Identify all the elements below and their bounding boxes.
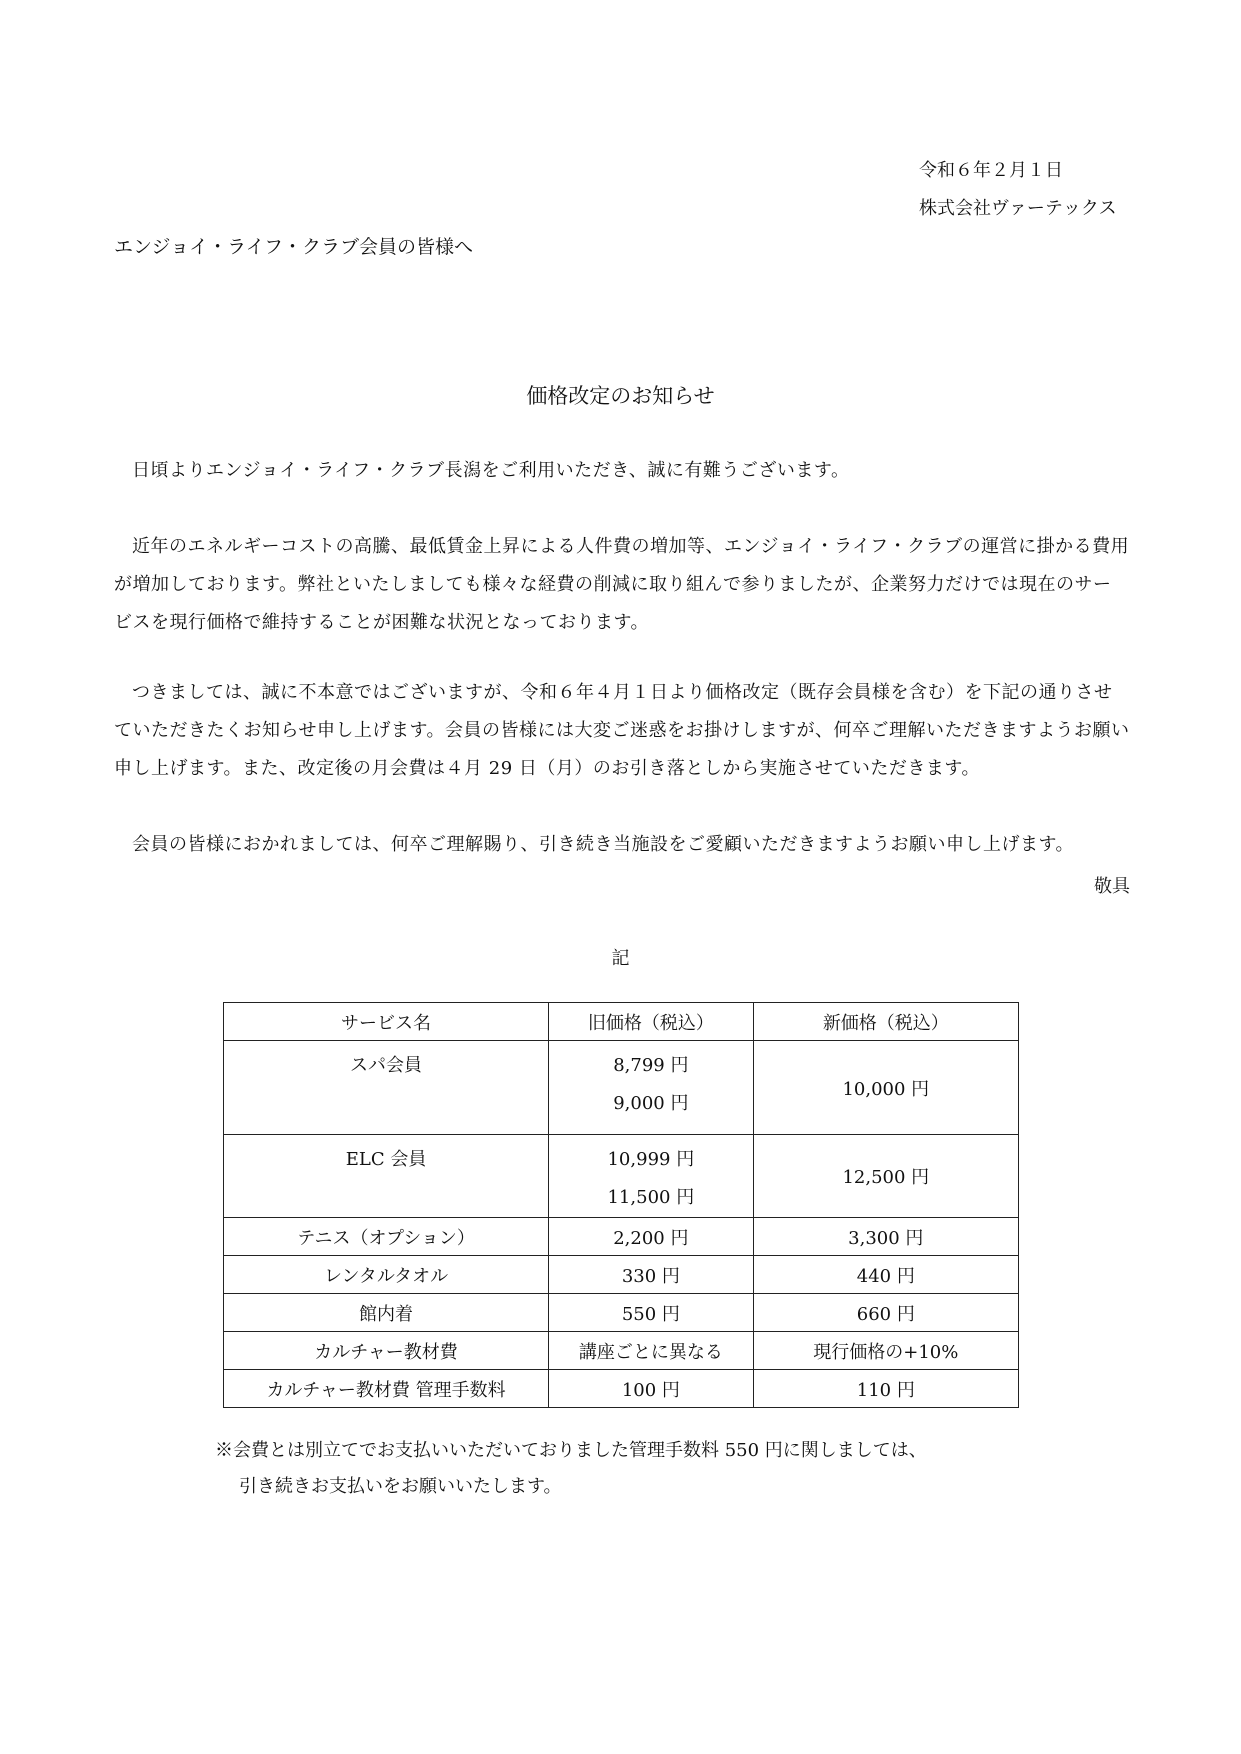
header-new-price: 新価格（税込）: [753, 1003, 1018, 1041]
old-price-line: 9,000 円: [613, 1093, 689, 1114]
new-price: 660 円: [753, 1294, 1018, 1332]
service-name: ELC 会員: [224, 1135, 549, 1218]
old-price-line: 11,500 円: [607, 1187, 695, 1208]
table-row: [224, 1332, 1019, 1370]
addressee: エンジョイ・ライフ・クラブ会員の皆様へ: [114, 236, 474, 258]
service-name: レンタルタオル: [224, 1256, 549, 1294]
new-price: 12,500 円: [753, 1135, 1018, 1218]
table-header-row: [224, 1003, 1019, 1041]
old-price: 100 円: [549, 1370, 754, 1408]
table-row: [224, 1370, 1019, 1408]
new-price: 3,300 円: [753, 1218, 1018, 1256]
table-row: [224, 1294, 1019, 1332]
new-price: 440 円: [753, 1256, 1018, 1294]
service-name: カルチャー教材費: [224, 1332, 549, 1370]
old-price: 550 円: [549, 1294, 754, 1332]
new-price: 110 円: [753, 1370, 1018, 1408]
header-service-name: サービス名: [224, 1003, 549, 1041]
new-price: 10,000 円: [753, 1041, 1018, 1135]
note-line-1: ※会費とは別立てでお支払いいただいておりました管理手数料 550 円に関しましては、: [215, 1440, 927, 1461]
note-line-2: 引き続きお支払いをお願いいたします。: [239, 1476, 562, 1497]
old-price: [549, 1041, 754, 1135]
service-name: テニス（オプション）: [224, 1218, 549, 1256]
table-row: [224, 1218, 1019, 1256]
old-price: 講座ごとに異なる: [549, 1332, 754, 1370]
table-row: [224, 1041, 1019, 1135]
paragraph-request: 会員の皆様におかれましては、何卒ご理解賜り、引き続き当施設をご愛顧いただきますようお願い申し上げます。: [132, 834, 1075, 855]
old-price: 2,200 円: [549, 1218, 754, 1256]
service-name: スパ会員: [224, 1041, 549, 1135]
price-table: [223, 1002, 1019, 1408]
paragraph-reason: 近年のエネルギーコストの高騰、最低賃金上昇による人件費の増加等、エンジョイ・ライフ・クラブの運営に掛かる費用が増加しております。弊社といたしましても様々な経費の削減に取り組んで参りましたが、企業努力だけでは現在のサービスを現行価格で維持することが困難な状況となっております。: [114, 536, 1130, 633]
service-name: カルチャー教材費 管理手数料: [224, 1370, 549, 1408]
new-price: 現行価格の+10%: [753, 1332, 1018, 1370]
ki-heading: 記: [611, 948, 630, 969]
old-price-line: 8,799 円: [613, 1055, 689, 1076]
table-row: [224, 1256, 1019, 1294]
closing-word: 敬具: [1094, 876, 1130, 897]
header-old-price: 旧価格（税込）: [549, 1003, 754, 1041]
paragraph-announcement: つきましては、誠に不本意ではございますが、令和６年４月１日より価格改定（既存会員様を含む）を下記の通りさせていただきたくお知らせ申し上げます。会員の皆様には大変ご迷惑をお掛けしますが、何卒ご理解いただきますようお願い申し上げます。また、改定後の月会費は４月 29 日（月）のお引き落としから実施させていただきます。: [114, 682, 1130, 779]
paragraph-greeting: 日頃よりエンジョイ・ライフ・クラブ長潟をご利用いただき、誠に有難うございます。: [132, 460, 850, 481]
table-row: [224, 1135, 1019, 1218]
document-date: 令和６年２月１日: [919, 160, 1063, 181]
service-name: 館内着: [224, 1294, 549, 1332]
old-price-line: 10,999 円: [607, 1149, 695, 1170]
page-title: 価格改定のお知らせ: [526, 384, 715, 408]
old-price: 330 円: [549, 1256, 754, 1294]
company-name: 株式会社ヴァーテックス: [919, 198, 1117, 219]
old-price: [549, 1135, 754, 1218]
